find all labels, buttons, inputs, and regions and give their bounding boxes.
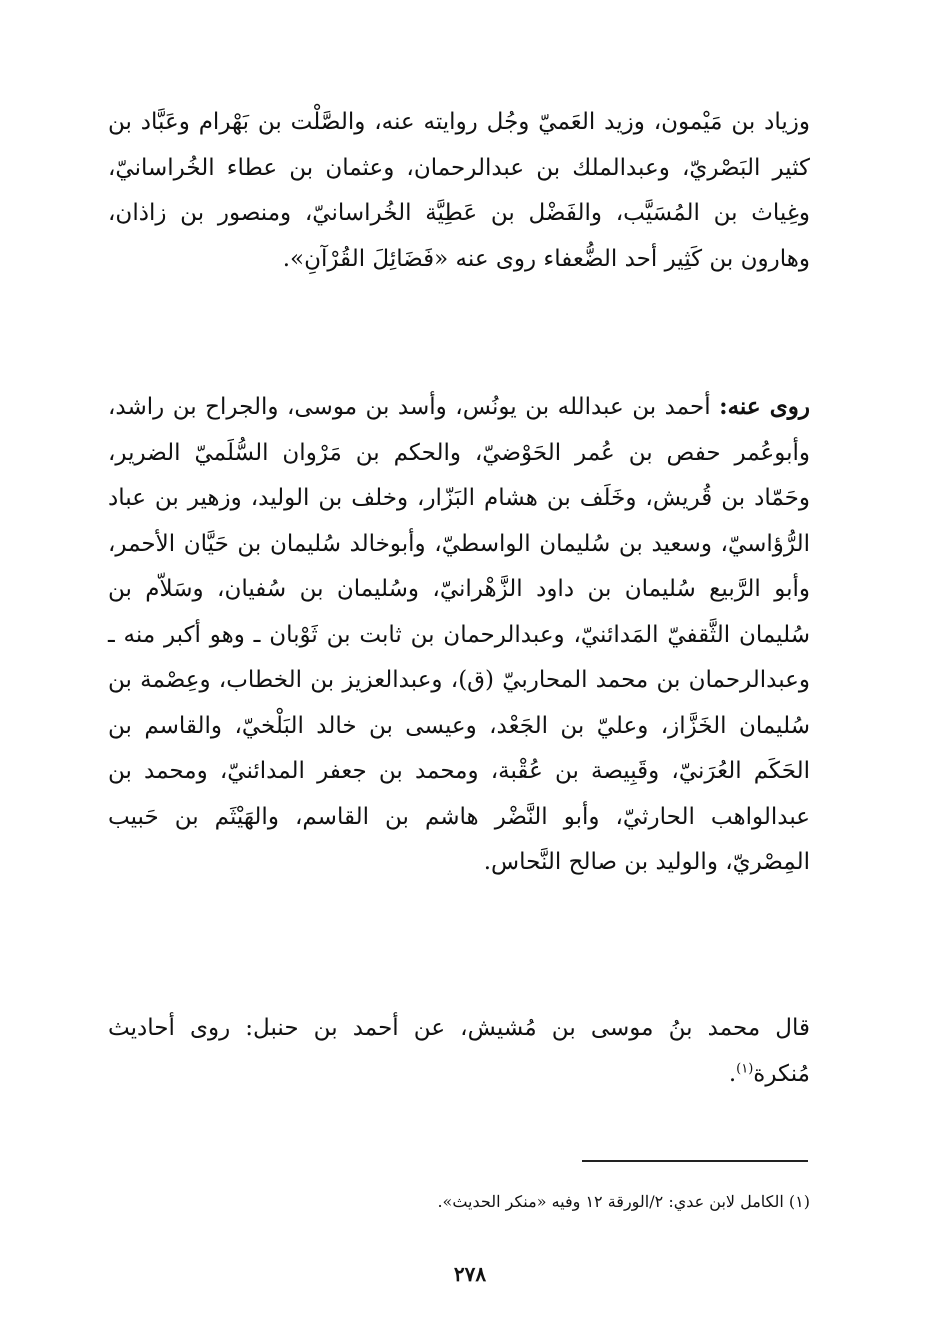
footnote-reference: (١) bbox=[736, 1060, 754, 1076]
paragraph-narrated-by bbox=[108, 384, 810, 886]
paragraph-ahmad-quote bbox=[108, 1006, 810, 1097]
quote-end: . bbox=[728, 1060, 737, 1087]
footnote-divider bbox=[582, 1160, 808, 1162]
page-number: ٢٧٨ bbox=[453, 1262, 487, 1286]
footnote: (١) الكامل لابن عدي: ٢/الورقة ١٢ وفيه «منكر الحديث». bbox=[437, 1192, 810, 1211]
paragraph-narrators-from: وزياد بن مَيْمون، وزيد العَميّ وجُل روايته عنه، والصَّلْت بن بَهْرام وعَبَّاد بن كثير البَصْريّ، وعبدالملك بن عبدالرحمان، وعثمان بن عطاء الخُراسانيّ، وغِياث بن المُسَيَّب، والفَضْل بن عَطِيَّة الخُراسانيّ، ومنصور بن زاذان، وهارون بن كَثِير أحد الضُّعفاء روى عنه «فَضَائِلَ القُرْآنِ». bbox=[108, 109, 810, 272]
paragraph-narrated-by-body: أحمد بن عبدالله بن يونُس، وأسد بن موسى، والجراح بن راشد، وأبوعُمر حفص بن عُمر الحَوْضيّ، والحكم بن مَرْوان السُّلَميّ الضرير، وحَمّاد بن قُريش، وخَلَف بن هشام البَزّار، وخلف بن الوليد، وزهير بن عباد الرُّؤاسيّ، وسعيد بن سُليمان الواسطيّ، وأبوخالد سُليمان بن حَيَّان الأحمر، وأبو الرَّبيع سُليمان بن داود الزَّهْرانيّ، وسُليمان بن سُفيان، وسَلاّم بن سُليمان الثَّقفيّ المَدائنيّ، وعبدالرحمان بن ثابت بن ثَوْبان ـ وهو أكبر منه ـ وعبدالرحمان بن محمد المحاربيّ (ق)، وعبدالعزيز بن الخطاب، وعِصْمة بن سُليمان الخَزَّاز، وعليّ بن الجَعْد، وعيسى بن خالد البَلْخيّ، والقاسم بن الحَكَم العُرَنيّ، وقَبِيصة بن عُقْبة، ومحمد بن جعفر المدائنيّ، ومحمد بن عبدالواهب الحارثيّ، وأبو النَّضْر هاشم بن القاسم، والهَيْثَم بن حَبيب المِصْريّ، والوليد بن صالح النَّحاس. bbox=[108, 394, 810, 875]
section-heading-narrated-by: روى عنه: bbox=[719, 393, 810, 420]
quote-text: قال محمد بنُ موسى بن مُشيش، عن أحمد بن حنبل: روى أحاديث مُنكرة bbox=[108, 1015, 810, 1087]
